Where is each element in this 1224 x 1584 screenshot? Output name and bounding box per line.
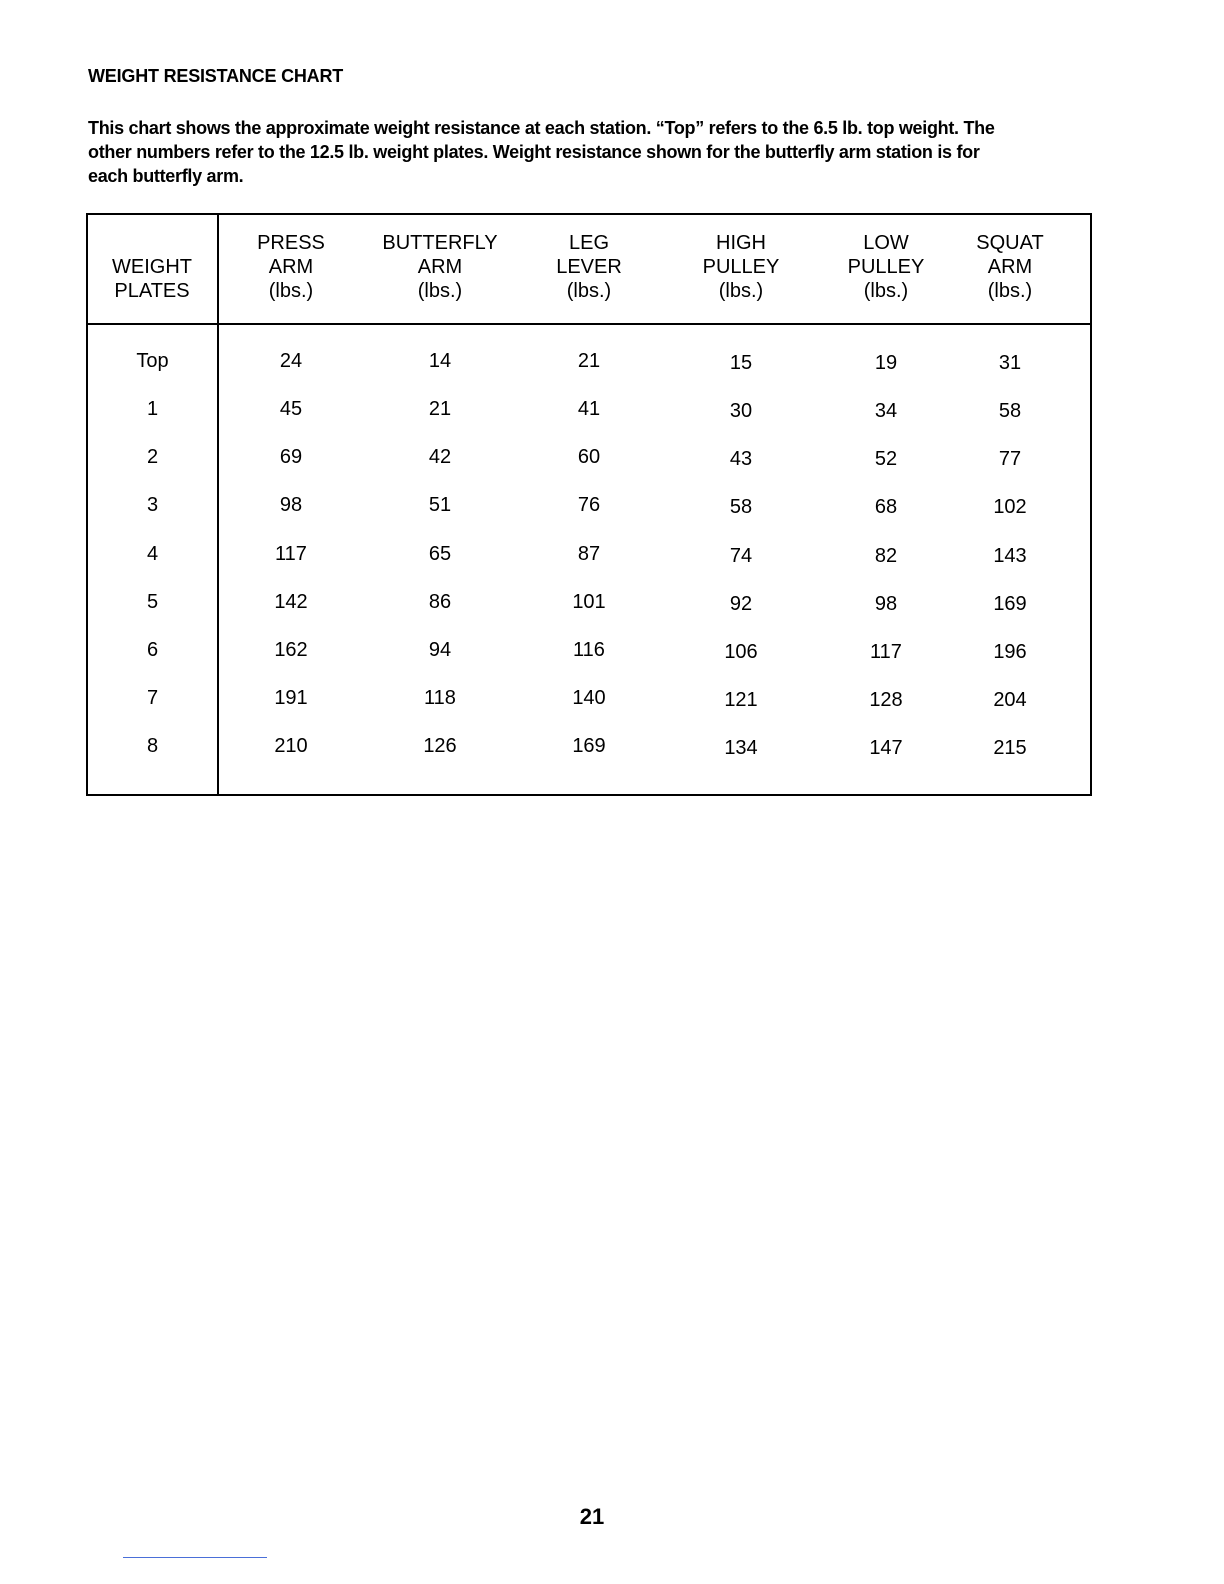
table-cell: 116 (573, 639, 605, 661)
table-cell: 101 (572, 591, 606, 613)
table-cell: 147 (869, 737, 903, 759)
table-cell: 143 (993, 545, 1027, 567)
column-header-line: (lbs.) (268, 280, 314, 302)
table-cell: 43 (729, 448, 753, 470)
table-cell: 106 (724, 641, 758, 663)
table-cell: 45 (279, 398, 303, 420)
column-header-line: (lbs.) (417, 280, 463, 302)
row-label: 6 (146, 639, 159, 661)
table-cell: 21 (428, 398, 452, 420)
row-label: 8 (146, 735, 159, 757)
table-cell: 19 (874, 352, 898, 374)
row-label: 4 (146, 543, 159, 565)
table-cell: 117 (275, 543, 307, 565)
table-cell: 24 (279, 350, 303, 372)
weight-resistance-table (86, 213, 1092, 796)
table-cell: 142 (274, 591, 308, 613)
column-header-line: (lbs.) (863, 280, 909, 302)
table-cell: 87 (577, 543, 601, 565)
table-cell: 162 (274, 639, 308, 661)
table-cell: 58 (998, 400, 1022, 422)
table-cell: 128 (869, 689, 903, 711)
column-header-line: ARM (417, 256, 463, 278)
table-cell: 86 (428, 591, 452, 613)
column-header-line: (lbs.) (987, 280, 1033, 302)
table-cell: 65 (428, 543, 452, 565)
table-cell: 98 (874, 593, 898, 615)
page-number: 21 (579, 1504, 605, 1529)
intro-paragraph (88, 116, 1088, 188)
header-divider (88, 323, 1090, 325)
table-cell: 140 (572, 687, 606, 709)
table-cell: 117 (870, 641, 902, 663)
table-cell: 121 (724, 689, 758, 711)
row-label: Top (136, 350, 169, 372)
table-cell: 196 (993, 641, 1027, 663)
table-cell: 94 (428, 639, 452, 661)
table-cell: 204 (993, 689, 1027, 711)
column-header-line: (lbs.) (718, 280, 764, 302)
table-cell: 76 (577, 494, 601, 516)
table-cell: 31 (998, 352, 1022, 374)
row-label: 2 (146, 446, 159, 468)
table-cell: 82 (874, 545, 898, 567)
column-header-line: PULLEY (702, 256, 780, 278)
column-header-line: (lbs.) (566, 280, 612, 302)
column-header-line: LOW (863, 232, 909, 254)
column-header-line: BUTTERFLY (382, 232, 498, 254)
row-label: 3 (146, 494, 159, 516)
table-cell: 21 (577, 350, 601, 372)
row-header-line: WEIGHT (112, 256, 192, 278)
intro-line: other numbers refer to the 12.5 lb. weight plates. Weight resistance shown for the butterfly arm station is for (88, 142, 980, 162)
column-header-line: ARM (268, 256, 314, 278)
intro-line: each butterfly arm. (88, 166, 244, 186)
column-header-line: PRESS (257, 232, 325, 254)
table-cell: 191 (274, 687, 308, 709)
column-header-line: ARM (987, 256, 1033, 278)
table-cell: 41 (577, 398, 601, 420)
chart-title: WEIGHT RESISTANCE CHART (88, 66, 344, 86)
table-cell: 34 (874, 400, 898, 422)
table-cell: 30 (729, 400, 753, 422)
table-cell: 69 (279, 446, 303, 468)
column-header (935, 231, 1085, 303)
table-cell: 68 (874, 496, 898, 518)
table-cell: 169 (993, 593, 1027, 615)
table-cell: 77 (998, 448, 1022, 470)
table-cell: 102 (993, 496, 1027, 518)
table-cell: 92 (729, 593, 753, 615)
column-header (666, 231, 816, 303)
table-cell: 15 (729, 352, 753, 374)
table-cell: 98 (279, 494, 303, 516)
table-cell: 74 (729, 545, 753, 567)
footer-rule (123, 1557, 267, 1558)
row-header-line: PLATES (114, 280, 190, 302)
column-header (365, 231, 515, 303)
row-label: 7 (146, 687, 159, 709)
table-cell: 210 (274, 735, 308, 757)
column-header-line: PULLEY (847, 256, 925, 278)
table-cell: 118 (424, 687, 456, 709)
column-header-line: SQUAT (976, 232, 1044, 254)
table-cell: 51 (428, 494, 452, 516)
table-cell: 52 (874, 448, 898, 470)
column-header (216, 231, 366, 303)
table-cell: 134 (724, 737, 758, 759)
intro-line: This chart shows the approximate weight resistance at each station. “Top” refers to the 6.5 lb. top weight. The (88, 118, 995, 138)
table-cell: 60 (577, 446, 601, 468)
column-header-line: LEVER (556, 256, 622, 278)
row-label: 5 (146, 591, 159, 613)
row-label: 1 (146, 398, 159, 420)
row-header (77, 255, 227, 303)
table-cell: 42 (428, 446, 452, 468)
column-header-line: LEG (568, 232, 610, 254)
table-cell: 215 (993, 737, 1027, 759)
table-cell: 126 (423, 735, 457, 757)
column-header-line: HIGH (716, 232, 766, 254)
table-cell: 14 (428, 350, 452, 372)
table-cell: 58 (729, 496, 753, 518)
table-cell: 169 (572, 735, 606, 757)
column-header (514, 231, 664, 303)
